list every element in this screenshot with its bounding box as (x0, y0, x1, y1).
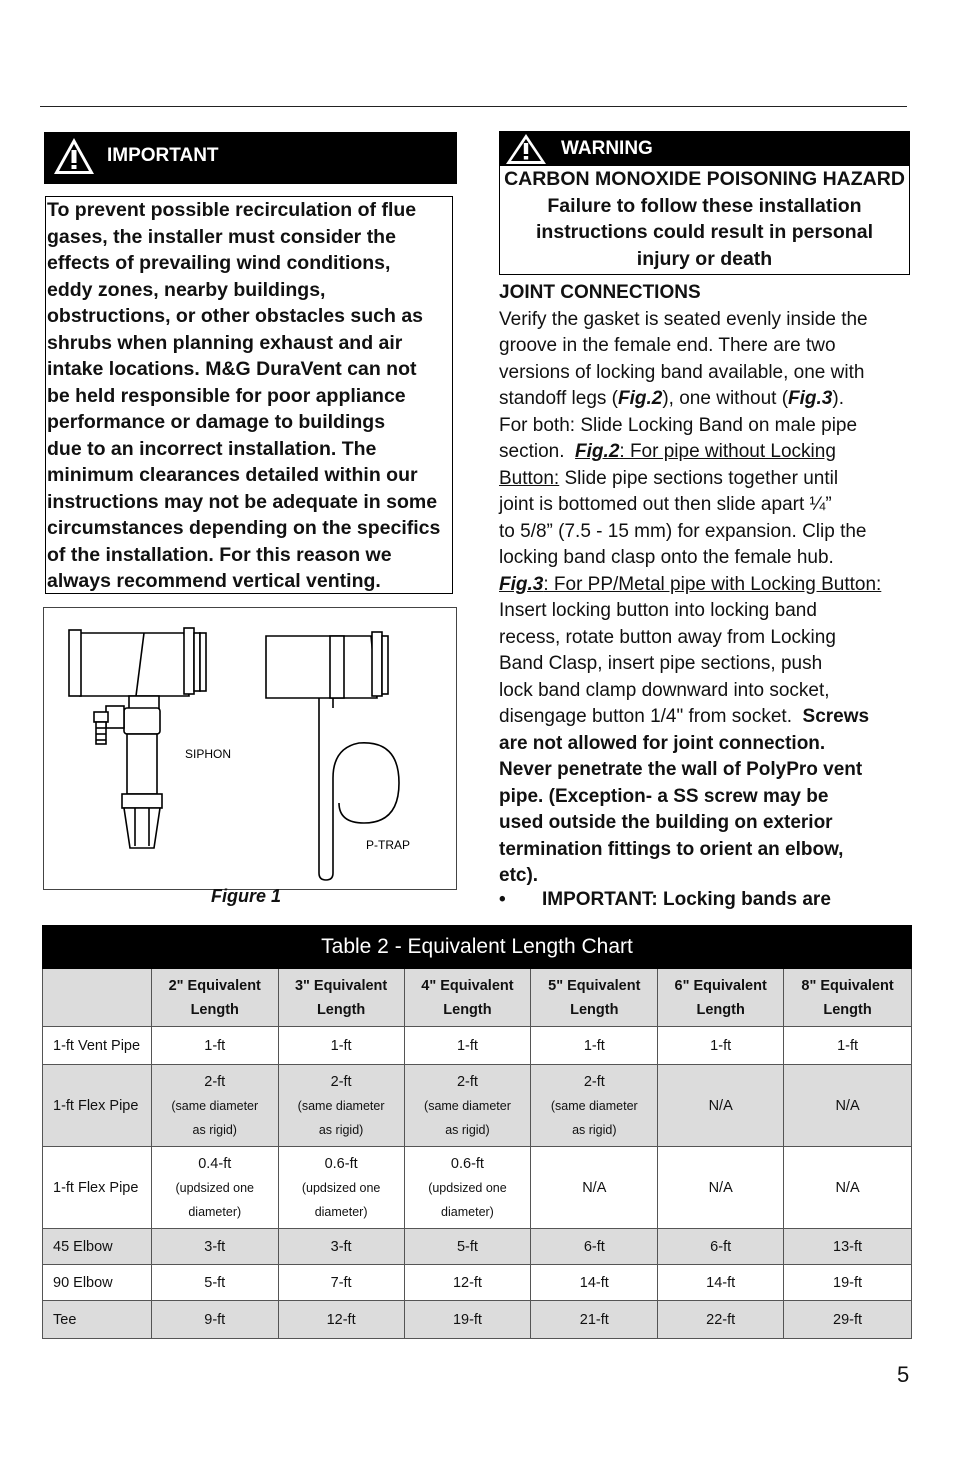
joint-line: standoff legs (Fig.2), one without (Fig.3). (499, 388, 844, 409)
joint-line: disengage button 1/4" from socket. Screws (499, 706, 870, 727)
joint-line: groove in the female end. There are two (499, 335, 836, 356)
table-cell: 1-ft (658, 1027, 784, 1065)
joint-line: to 5/8” (7.5 - 15 mm) for expansion. Clip the (499, 520, 867, 542)
warning-triangle-icon (505, 133, 547, 165)
joint-line: For both: Slide Locking Band on male pipe (499, 414, 858, 436)
table-cell: 0.6-ft (updsized one diameter) (278, 1147, 404, 1229)
table-cell: 1-ft (278, 1027, 404, 1065)
table-cell: 2-ft (same diameter as rigid) (278, 1065, 404, 1147)
fig3-ref: Fig.3 (788, 388, 833, 409)
table-cell: 1-ft (404, 1027, 531, 1065)
table-row-label: 90 Elbow (43, 1265, 152, 1301)
table-cell: N/A (784, 1147, 912, 1229)
warning-triangle-icon (52, 136, 96, 176)
warning-line: injury or death (636, 247, 773, 270)
joint-line: versions of locking band available, one with (499, 361, 865, 383)
table-cell: 19-ft (784, 1265, 912, 1301)
table-header-cell: 5" Equivalent Length (531, 969, 658, 1027)
joint-line: lock band clamp downward into socket, (499, 679, 830, 701)
table-cell: 7-ft (278, 1265, 404, 1301)
table-cell: 29-ft (784, 1301, 912, 1339)
joint-line: Never penetrate the wall of PolyPro vent (499, 759, 863, 780)
table-cell: 1-ft (151, 1027, 278, 1065)
warning-line: CARBON MONOXIDE POISONING HAZARD (504, 168, 905, 190)
warning-box (499, 166, 910, 275)
table-row (43, 1147, 912, 1229)
table-row (43, 1027, 912, 1065)
table-cell: 13-ft (784, 1229, 912, 1265)
ptrap-label: P-TRAP (366, 838, 411, 852)
table-cell: N/A (658, 1147, 784, 1229)
table-cell: 6-ft (658, 1229, 784, 1265)
table-row (43, 1265, 912, 1301)
table-row-label: 1-ft Flex Pipe (43, 1147, 152, 1229)
table-row-label: 1-ft Vent Pipe (43, 1027, 152, 1065)
table-cell: 9-ft (151, 1301, 278, 1339)
figure-1-drawing (44, 608, 456, 889)
warning-header (499, 131, 910, 166)
table-cell: 5-ft (151, 1265, 278, 1301)
table-cell: N/A (784, 1065, 912, 1147)
table-cell: 5-ft (404, 1229, 531, 1265)
table-cell: 2-ft (same diameter as rigid) (404, 1065, 531, 1147)
page-number: 5 (897, 1362, 910, 1387)
table-cell: N/A (658, 1065, 784, 1147)
table-cell: 0.4-ft (updsized one diameter) (151, 1147, 278, 1229)
figure-1 (43, 607, 457, 890)
table-row (43, 1301, 912, 1339)
table-header-corner (43, 969, 152, 1027)
important-label: IMPORTANT (107, 145, 219, 166)
joint-line: termination fittings to orient an elbow, (499, 838, 844, 860)
table-cell: 2-ft (same diameter as rigid) (151, 1065, 278, 1147)
table-cell: 2-ft (same diameter as rigid) (531, 1065, 658, 1147)
table-cell: 14-ft (658, 1265, 784, 1301)
joint-line: Button: Slide pipe sections together until (499, 467, 839, 489)
top-rule (40, 106, 907, 107)
table-title: Table 2 - Equivalent Length Chart (43, 926, 912, 969)
joint-line: joint is bottomed out then slide apart ¼” (499, 494, 832, 515)
warning-line: Failure to follow these installation (547, 194, 862, 217)
important-bullet: • IMPORTANT: Locking bands are (499, 889, 831, 910)
equivalent-length-table (42, 925, 912, 1339)
table-header-cell: 8" Equivalent Length (784, 969, 912, 1027)
table-cell: 3-ft (278, 1229, 404, 1265)
joint-line: Verify the gasket is seated evenly inside the (499, 308, 868, 330)
siphon-label: SIPHON (185, 747, 232, 761)
table-header-cell: 4" Equivalent Length (404, 969, 531, 1027)
important-box (45, 196, 453, 594)
table-cell: 1-ft (784, 1027, 912, 1065)
table-header-row (43, 969, 912, 1027)
table-cell: 21-ft (531, 1301, 658, 1339)
table-header-cell: 3" Equivalent Length (278, 969, 404, 1027)
joint-line: Band Clasp, insert pipe sections, push (499, 653, 823, 674)
table-cell: N/A (531, 1147, 658, 1229)
table-cell: 3-ft (151, 1229, 278, 1265)
joint-line: recess, rotate button away from Locking (499, 626, 836, 648)
joint-line: section. Fig.2: For pipe without Locking (499, 441, 836, 462)
table-cell: 12-ft (404, 1265, 531, 1301)
table-row-label: 1-ft Flex Pipe (43, 1065, 152, 1147)
table-row (43, 1065, 912, 1147)
joint-line: etc). (499, 865, 539, 886)
joint-line: pipe. (Exception- a SS screw may be (499, 785, 829, 807)
table-header-cell: 6" Equivalent Length (658, 969, 784, 1027)
joint-line: are not allowed for joint connection. (499, 732, 826, 754)
table-cell: 22-ft (658, 1301, 784, 1339)
table-cell: 19-ft (404, 1301, 531, 1339)
table-header-cell: 2" Equivalent Length (151, 969, 278, 1027)
joint-heading: JOINT CONNECTIONS (499, 282, 701, 303)
table-row (43, 1229, 912, 1265)
table-cell: 14-ft (531, 1265, 658, 1301)
bullet-mark: • (499, 889, 506, 910)
table-cell: 12-ft (278, 1301, 404, 1339)
table-cell: 6-ft (531, 1229, 658, 1265)
joint-line: Fig.3: For PP/Metal pipe with Locking Button: (499, 573, 882, 595)
table-cell: 1-ft (531, 1027, 658, 1065)
joint-line: used outside the building on exterior (499, 812, 833, 833)
joint-line: Insert locking button into locking band (499, 600, 817, 621)
warning-label: WARNING (561, 138, 653, 159)
table-row-label: 45 Elbow (43, 1229, 152, 1265)
fig2-ref: Fig.2 (618, 388, 663, 409)
table-row-label: Tee (43, 1301, 152, 1339)
table-cell: 0.6-ft (updsized one diameter) (404, 1147, 531, 1229)
important-header (44, 132, 457, 184)
important-text: To prevent possible recirculation of flue gases, the installer must consider the effects of prevailing wind conditions, eddy zones, nearby buildings, obstructions, or other obstacles such as shrubs when planning exhaust and air intake locations. M&G DuraVent can not be held responsible for poor appliance performance or damage to buildings due to an incorrect installation. The minimum clearances detailed within our instructions may not be adequate in some circumstances depending on the specifics of the installation. For this reason we always recommend vertical venting. (47, 199, 441, 592)
joint-connections-section (499, 280, 919, 890)
figure-1-caption: Figure 1 (211, 886, 282, 906)
warning-line: instructions could result in personal (536, 221, 873, 243)
joint-line: locking band clasp onto the female hub. (499, 547, 834, 568)
